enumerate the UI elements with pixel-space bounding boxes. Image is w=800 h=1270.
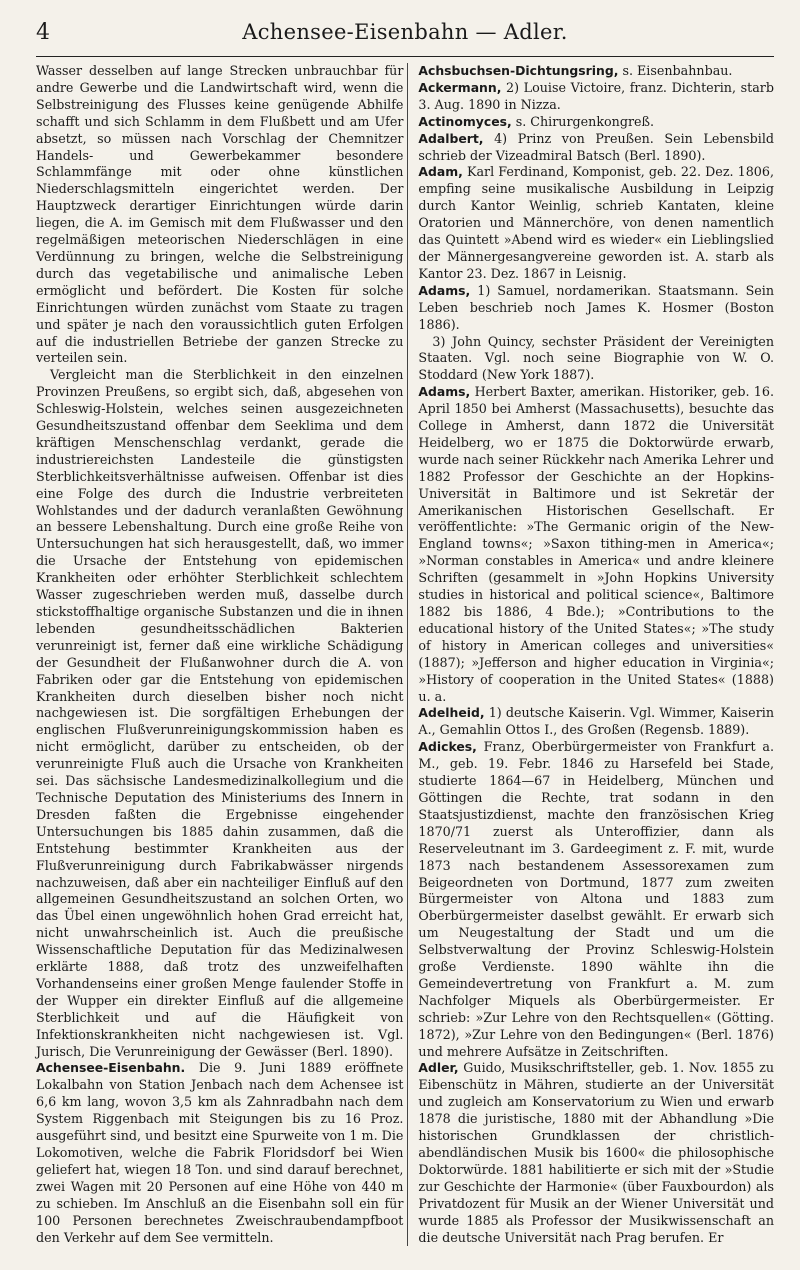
lexicon-entry	[36, 1060, 403, 1246]
lexicon-entry	[418, 283, 774, 334]
lexicon-entry	[418, 164, 774, 282]
entry-headword: Adalbert,	[418, 130, 484, 146]
entry-headword: Adickes,	[418, 739, 477, 755]
entry-headword: Adam,	[418, 164, 463, 180]
page-number: 4	[36, 20, 50, 45]
entry-text: 2) Louise Victoire, franz. Dichterin, starb 3. Aug. 1890 in Nizza.	[418, 79, 774, 112]
left-column	[36, 63, 407, 1246]
text-columns	[36, 63, 774, 1246]
entry-text: s. Chirurgenkongreß.	[511, 113, 655, 129]
lexicon-entry	[418, 705, 774, 739]
entry-text: 4) Prinz von Preußen. Sein Lebensbild schrieb der Vizeadmiral Batsch (Berl. 1890).	[418, 130, 774, 163]
entry-headword: Achsbuchsen-Dichtungsring,	[418, 63, 619, 78]
entry-headword: Adams,	[418, 384, 471, 400]
entry-headword: Actinomyces,	[418, 113, 512, 129]
lexicon-entry	[418, 80, 774, 114]
entry-headword: Adelheid,	[418, 705, 485, 721]
running-head: Achensee-Eisenbahn — Adler.	[242, 20, 568, 44]
entry-text: s. Eisenbahnbau.	[618, 63, 733, 78]
lexicon-entry	[418, 63, 774, 80]
lexicon-entry	[418, 114, 774, 131]
right-column	[407, 63, 774, 1246]
lexicon-entry	[418, 739, 774, 1060]
entry-headword: Achensee-Eisenbahn.	[36, 1060, 186, 1076]
entry-text: 1) Samuel, nordamerikan. Staatsmann. Sein Leben beschrieb noch James K. Hosmer (Boston 1886).	[418, 282, 774, 332]
entry-headword: Adams,	[418, 282, 471, 298]
entry-text: Guido, Musikschriftsteller, geb. 1. Nov. 1855 zu Eibenschütz in Mähren, studierte an der Universität und zugleich am Konservatorium zu Wien und erwarb 1878 die juristische, 1880 mit der Abhandlung »Die historischen Grundklassen der christlich-abendländischen Musik bis 1600« die philosophische Doktorwürde. 1881 habilitierte er sich mit der »Studie zur Geschichte der Harmonie« (über Fauxbourdon) als Privatdozent für Musik an der Wiener Universität und wurde 1885 als Professor der Musikwissenschaft an die deutsche Universität nach Prag berufen. Er	[418, 1060, 774, 1245]
paragraph: Vergleicht man die Sterblichkeit in den einzelnen Provinzen Preußens, so ergibt sich, daß, abgesehen von Schleswig-Holstein, welches seinen ausgezeichneten Gesundheitszustand offenbar dem Seeklima und dem kräftigen Menschenschlag verdankt, gerade die industriereichsten Landesteile die günstigsten Sterblichkeitsverhältnisse aufweisen. Offenbar ist dies eine Folge des durch die Industrie verbreiteten Wohlstandes und der dadurch veranlaßten Gewöhnung an bessere Lebenshaltung. Durch eine große Reihe von Untersuchungen hat sich herausgestellt, daß, wo immer die Ursache der Entstehung von epidemischen Krankheiten oder erhöhter Sterblichkeit schlechtem Wasser zugeschrieben werden muß, dasselbe durch stickstoffhaltige organische Substanzen und die in ihnen lebenden gesundheitsschädlichen Bakterien verunreinigt ist, ferner daß eine wirkliche Schädigung der Gesundheit der Flußanwohner durch die A. von Fabriken oder gar die Entstehung von epidemischen Krankheiten durch dieselben bisher noch nicht nachgewiesen ist. Die sorgfältigen Erhebungen der englischen Flußverunreinigungskommission haben es nicht ermöglicht, darüber zu entscheiden, ob der verunreinigte Fluß auch die Ursache von Krankheiten sei. Das sächsische Landesmedizinalkollegium und die Technische Deputation des Ministeriums des Innern in Dresden faßten die Ergebnisse eingehender Untersuchungen bis 1885 dahin zusammen, daß die Entstehung bestimmter Krankheiten aus der Flußverunreinigung durch Fabrikabwässer nirgends nachzuweisen, daß aber ein nachteiliger Einfluß auf den allgemeinen Gesundheitszustand an solchen Orten, wo das Übel einen ungewöhnlich hohen Grad erreicht hat, nicht unwahrscheinlich ist. Auch die preußische Wissenschaftliche Deputation für das Medizinalwesen erklärte 1888, daß trotz des unzweifelhaften Vorhandenseins einer großen Menge faulender Stoffe in der Wupper ein direkter Einfluß auf die allgemeine Sterblichkeit und auf die Häufigkeit von Infektionskrankheiten nicht nachgewiesen ist. Vgl. Jurisch, Die Verunreinigung der Gewässer (Berl. 1890).	[36, 367, 404, 1059]
entry-text: Herbert Baxter, amerikan. Historiker, geb. 16. April 1850 bei Amherst (Massachusetts), besuchte das College in Amherst, dann 1872 die Universität Heidelberg, wo er 1875 die Doktorwürde erwarb, wurde nach seiner Rückkehr nach Amerika Lehrer und 1882 Professor der Geschichte an der Hopkins-Universität in Baltimore und ist Sekretär der Amerikanischen Historischen Gesellschaft. Er veröffentlichte: »The Germanic origin of the New-England towns«; »Saxon tithing-men in America«; »Norman constables in America« und andre kleinere Schriften (gesammelt in »John Hopkins University studies in historical and political science«, Baltimore 1882 bis 1886, 4 Bde.); »Contributions to the educational history of the United States«; »The study of history in American colleges and universities« (1887); »Jefferson and higher education in Virginia«; »History of cooperation in the United States« (1888) u. a.	[418, 384, 774, 704]
entry-text: Die 9. Juni 1889 eröffnete Lokalbahn von Station Jenbach nach dem Achensee ist 6,6 km lang, wovon 3,5 km als Zahnradbahn nach dem System Riggenbach mit Steigungen bis zu 16 Proz. ausgeführt sind, und besitzt eine Spurweite von 1 m. Die Lokomotiven, welche die Fabrik Floridsdorf bei Wien geliefert hat, wiegen 18 Ton. und sind darauf berechnet, zwei Wagen mit 20 Personen auf eine Höhe von 440 m zu schieben. Im Anschluß an die Eisenbahn soll ein für 100 Personen berechnetes Zweischraubendampfboot den Verkehr auf dem See vermitteln.	[36, 1060, 404, 1245]
entry-text: Franz, Oberbürgermeister von Frankfurt a. M., geb. 19. Febr. 1846 zu Harsefeld bei Stade, studierte 1864—67 in Heidelberg, München und Göttingen die Rechte, trat sodann in den Staatsjustizdienst, machte den französischen Krieg 1870/71 zuerst als Unteroffizier, dann als Reserveleutnant im 3. Gardeegiment z. F. mit, wurde 1873 nach bestandenem Assessorexamen zum Beigeordneten von Dortmund, 1877 zum zweiten Bürgermeister von Altona und 1883 zum Oberbürgermeister daselbst gewählt. Er erwarb sich um Neugestaltung der Stadt und um die Selbstverwaltung der Provinz Schleswig-Holstein große Verdienste. 1890 wählte ihn die Gemeindevertretung von Frankfurt a. M. zum Nachfolger Miquels als Oberbürgermeister. Er schrieb: »Zur Lehre von den Rechtsquellen« (Götting. 1872), »Zur Lehre von den Bedingungen« (Berl. 1876) und mehrere Aufsätze in Zeitschriften.	[418, 739, 774, 1059]
entry-headword: Ackermann,	[418, 79, 502, 95]
entry-text: Karl Ferdinand, Komponist, geb. 22. Dez. 1806, empfing seine musikalische Ausbildung in Leipzig durch Kantor Weinlig, schrieb Kantaten, kleine Oratorien und Männerchöre, von denen namentlich das Quintett »Abend wird es wieder« ein Lieblingslied der Männergesangvereine geworden ist. A. starb als Kantor 23. Dez. 1867 in Leisnig.	[418, 164, 774, 281]
entry-headword: Adler,	[418, 1060, 459, 1076]
lexicon-entry	[418, 1060, 774, 1246]
paragraph: Wasser desselben auf lange Strecken unbrauchbar für andre Gewerbe und die Landwirtschaft wird, wenn die Selbstreinigung des Flusses keine genügende Abhilfe schafft und sich Schlamm in dem Flußbett und am Ufer absetzt, so müssen nach Vorschlag der Chemnitzer Handels- und Gewerbekammer besondere Schlammfänge mit oder ohne künstlichen Niederschlagsmitteln eingerichtet werden. Der Hauptzweck derartiger Einrichtungen würde darin liegen, die A. im Gemisch mit dem Flußwasser und den regelmäßigen meteorischen Niederschlägen in eine Verdünnung zu bringen, welche die Selbstreinigung durch das vegetabilische und animalische Leben ermöglicht und befördert. Die Kosten für solche Einrichtungen würden zunächst vom Staate zu tragen und später je nach den voraussichtlich guten Erfolgen auf die industriellen Betriebe der ganzen Strecke zu verteilen sein.	[36, 63, 404, 366]
page-header	[36, 12, 774, 57]
lexicon-entry	[418, 384, 774, 705]
lexicon-entry	[418, 131, 774, 165]
entry-text: 3) John Quincy, sechster Präsident der Vereinigten Staaten. Vgl. noch seine Biographie von W. O. Stoddard (New York 1887).	[418, 333, 774, 383]
entry-text: 1) deutsche Kaiserin. Vgl. Wimmer, Kaiserin A., Gemahlin Ottos I., des Großen (Regensb. 1889).	[418, 705, 774, 738]
lexicon-subentry	[418, 334, 774, 385]
